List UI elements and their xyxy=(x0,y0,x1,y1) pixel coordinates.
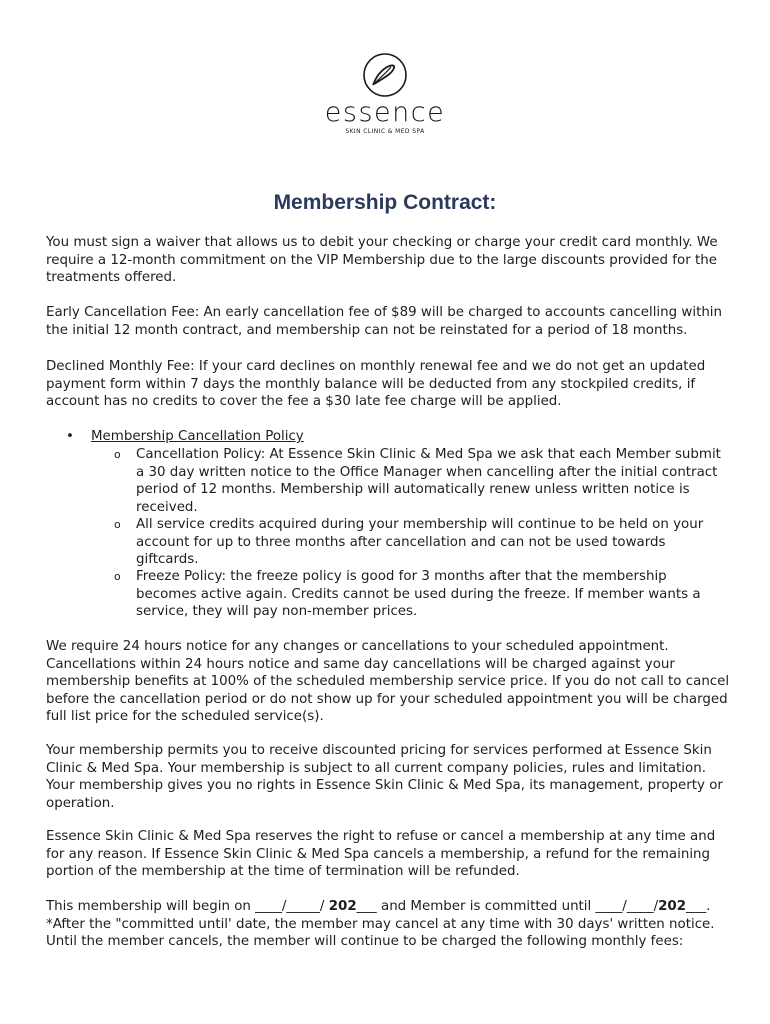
policy-item xyxy=(114,446,730,516)
sub-bullet-marker: o xyxy=(114,570,121,583)
policy-item xyxy=(114,516,730,569)
leaf-circle-icon xyxy=(362,52,408,98)
start-text-1: This membership will begin on ____/_____/ xyxy=(46,899,329,914)
start-year-1: 202 xyxy=(328,899,357,914)
policy-item-text: Cancellation Policy: At Essence Skin Clinic & Med Spa we ask that each Member submit a 30 day written notice to the Office Manager when cancelling after the initial contract period of 12 months. Membership will automatically renew unless written notice is received. xyxy=(136,447,721,515)
page-title: Membership Contract: xyxy=(273,191,497,214)
bullet-marker: • xyxy=(66,429,74,444)
policy-item-text: Freeze Policy: the freeze policy is good for 3 months after that the membership becomes active again. Credits cannot be used during the freeze. If member wants a service, they will pay non-member prices. xyxy=(136,569,701,620)
start-text-3: ___. *After the "committed until' date, the member may cancel at any time with 30 days' written notice. Until the member cancels, the member will continue to be charged the following monthly fees: xyxy=(46,899,715,950)
intro-paragraph: You must sign a waiver that allows us to debit your checking or charge your credit card monthly. We require a 12-month commitment on the VIP Membership due to the large discounts provided for the treatments offered. xyxy=(46,235,718,286)
essence-logo xyxy=(318,52,452,138)
sub-bullet-marker: o xyxy=(114,448,121,461)
start-date-paragraph xyxy=(46,898,730,951)
policy-heading: Membership Cancellation Policy xyxy=(91,429,304,444)
early-cancellation-paragraph: Early Cancellation Fee: An early cancellation fee of $89 will be charged to accounts cancelling within the initial 12 month contract, and membership can not be reinstated for a period of 18 months. xyxy=(46,305,723,338)
start-year-2: 202 xyxy=(658,899,687,914)
sub-bullet-marker: o xyxy=(114,518,121,531)
logo-subtitle: SKIN CLINIC & MED SPA xyxy=(345,128,425,135)
declined-fee-paragraph: Declined Monthly Fee: If your card declines on monthly renewal fee and we do not get an updated payment form within 7 days the monthly balance will be deducted from any stockpiled credits, if account has no credits to cover the fee a $30 late fee charge will be applied. xyxy=(46,359,706,410)
logo-wordmark: essence xyxy=(324,97,446,128)
policy-item-text: All service credits acquired during your membership will continue to be held on your account for up to three months after cancellation and can not be used towards giftcards. xyxy=(136,517,704,568)
notice-paragraph: We require 24 hours notice for any changes or cancellations to your scheduled appointment. Cancellations within 24 hours notice and same day cancellations will be charged against your membership benefits at 100% of the scheduled membership service price. If you do not call to cancel before the cancellation period or do not show up for your scheduled appointment you will be charged full list price for the scheduled service(s). xyxy=(46,639,730,725)
policy-item xyxy=(114,568,730,621)
start-text-2: ___ and Member is committed until ____/____/ xyxy=(356,899,659,914)
permits-paragraph: Your membership permits you to receive discounted pricing for services performed at Essence Skin Clinic & Med Spa. Your membership is subject to all current company policies, rules and limitation. Your membership gives you no rights in Essence Skin Clinic & Med Spa, its management, property or operation. xyxy=(46,743,723,811)
reserves-paragraph: Essence Skin Clinic & Med Spa reserves the right to refuse or cancel a membership at any time and for any reason. If Essence Skin Clinic & Med Spa cancels a membership, a refund for the remaining portion of the membership at the time of termination will be refunded. xyxy=(46,829,716,880)
